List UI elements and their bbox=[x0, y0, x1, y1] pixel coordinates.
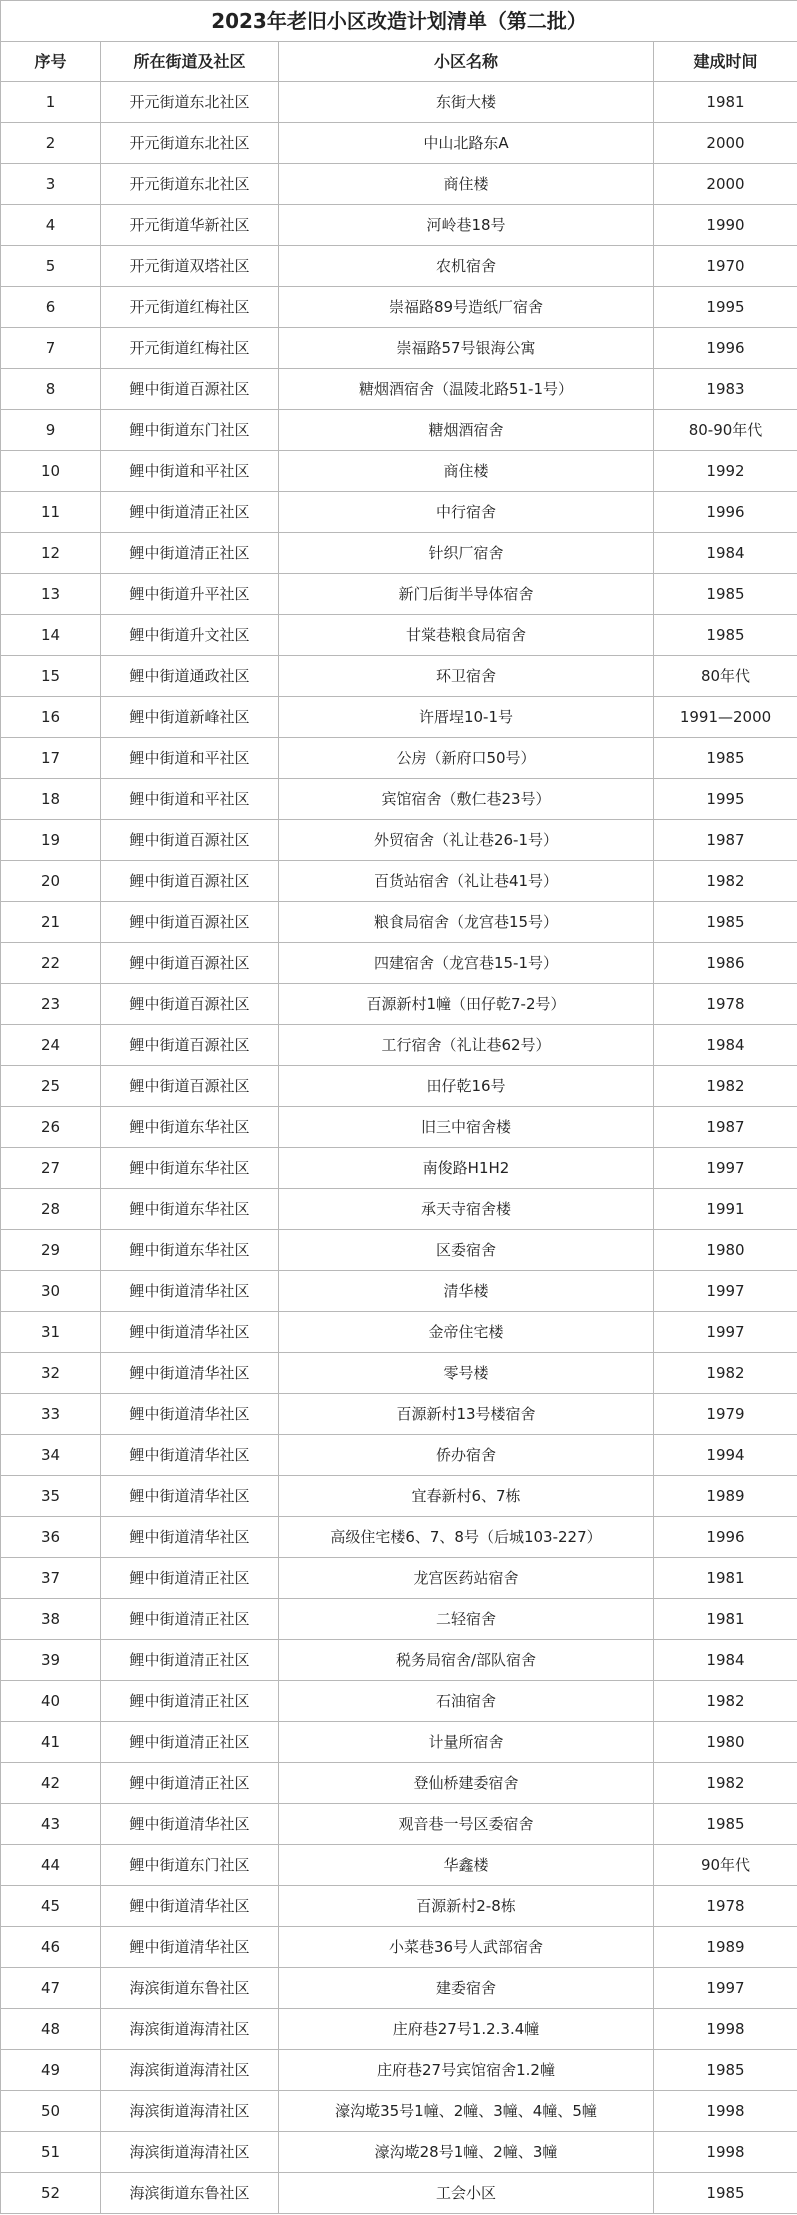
cell-built-year: 1997 bbox=[654, 1312, 797, 1353]
cell-built-year: 1981 bbox=[654, 82, 797, 123]
table-row bbox=[1, 1845, 797, 1886]
cell-index: 1 bbox=[1, 82, 101, 123]
cell-estate-name: 二轻宿舍 bbox=[279, 1599, 654, 1640]
cell-community: 鲤中街道百源社区 bbox=[101, 369, 279, 410]
cell-community: 鲤中街道东门社区 bbox=[101, 410, 279, 451]
cell-index: 50 bbox=[1, 2091, 101, 2132]
cell-built-year: 1985 bbox=[654, 2173, 797, 2214]
cell-community: 鲤中街道清正社区 bbox=[101, 492, 279, 533]
cell-index: 39 bbox=[1, 1640, 101, 1681]
table-row bbox=[1, 984, 797, 1025]
cell-community: 鲤中街道清华社区 bbox=[101, 1517, 279, 1558]
cell-estate-name: 糖烟酒宿舍（温陵北路51-1号） bbox=[279, 369, 654, 410]
cell-estate-name: 公房（新府口50号） bbox=[279, 738, 654, 779]
cell-estate-name: 东街大楼 bbox=[279, 82, 654, 123]
table-row bbox=[1, 1722, 797, 1763]
cell-built-year: 1970 bbox=[654, 246, 797, 287]
cell-estate-name: 龙宫医药站宿舍 bbox=[279, 1558, 654, 1599]
cell-community: 开元街道东北社区 bbox=[101, 123, 279, 164]
cell-index: 17 bbox=[1, 738, 101, 779]
table-row bbox=[1, 1230, 797, 1271]
cell-built-year: 1989 bbox=[654, 1476, 797, 1517]
cell-built-year: 1986 bbox=[654, 943, 797, 984]
cell-built-year: 1984 bbox=[654, 1640, 797, 1681]
header-community: 所在街道及社区 bbox=[101, 42, 279, 82]
table-row bbox=[1, 1025, 797, 1066]
cell-community: 鲤中街道清正社区 bbox=[101, 1763, 279, 1804]
table-row bbox=[1, 2009, 797, 2050]
cell-built-year: 1996 bbox=[654, 1517, 797, 1558]
cell-community: 鲤中街道通政社区 bbox=[101, 656, 279, 697]
cell-built-year: 1994 bbox=[654, 1435, 797, 1476]
cell-index: 23 bbox=[1, 984, 101, 1025]
cell-built-year: 1981 bbox=[654, 1558, 797, 1599]
cell-community: 海滨街道海清社区 bbox=[101, 2132, 279, 2173]
cell-built-year: 80-90年代 bbox=[654, 410, 797, 451]
cell-community: 鲤中街道升文社区 bbox=[101, 615, 279, 656]
cell-community: 鲤中街道东华社区 bbox=[101, 1230, 279, 1271]
cell-community: 鲤中街道和平社区 bbox=[101, 451, 279, 492]
cell-built-year: 80年代 bbox=[654, 656, 797, 697]
cell-index: 8 bbox=[1, 369, 101, 410]
header-row bbox=[1, 42, 797, 82]
table-row bbox=[1, 697, 797, 738]
table-row bbox=[1, 1517, 797, 1558]
table-row bbox=[1, 451, 797, 492]
cell-estate-name: 侨办宿舍 bbox=[279, 1435, 654, 1476]
table-row bbox=[1, 902, 797, 943]
cell-community: 鲤中街道百源社区 bbox=[101, 1066, 279, 1107]
cell-community: 鲤中街道清华社区 bbox=[101, 1886, 279, 1927]
table-row bbox=[1, 1312, 797, 1353]
cell-estate-name: 庄府巷27号宾馆宿舍1.2幢 bbox=[279, 2050, 654, 2091]
cell-index: 26 bbox=[1, 1107, 101, 1148]
table-row bbox=[1, 164, 797, 205]
table-title: 2023年老旧小区改造计划清单（第二批） bbox=[1, 1, 797, 42]
cell-estate-name: 计量所宿舍 bbox=[279, 1722, 654, 1763]
cell-index: 34 bbox=[1, 1435, 101, 1476]
cell-index: 31 bbox=[1, 1312, 101, 1353]
cell-community: 海滨街道东鲁社区 bbox=[101, 2173, 279, 2214]
cell-community: 鲤中街道清华社区 bbox=[101, 1476, 279, 1517]
cell-index: 45 bbox=[1, 1886, 101, 1927]
cell-index: 52 bbox=[1, 2173, 101, 2214]
cell-community: 鲤中街道清华社区 bbox=[101, 1435, 279, 1476]
table-row bbox=[1, 1968, 797, 2009]
cell-estate-name: 税务局宿舍/部队宿舍 bbox=[279, 1640, 654, 1681]
cell-index: 21 bbox=[1, 902, 101, 943]
cell-built-year: 1982 bbox=[654, 1066, 797, 1107]
cell-community: 鲤中街道清正社区 bbox=[101, 1681, 279, 1722]
table-row bbox=[1, 2132, 797, 2173]
cell-built-year: 1985 bbox=[654, 902, 797, 943]
cell-index: 36 bbox=[1, 1517, 101, 1558]
cell-built-year: 1984 bbox=[654, 533, 797, 574]
cell-estate-name: 环卫宿舍 bbox=[279, 656, 654, 697]
table-row bbox=[1, 1640, 797, 1681]
cell-estate-name: 登仙桥建委宿舍 bbox=[279, 1763, 654, 1804]
cell-index: 4 bbox=[1, 205, 101, 246]
cell-built-year: 90年代 bbox=[654, 1845, 797, 1886]
cell-estate-name: 石油宿舍 bbox=[279, 1681, 654, 1722]
cell-community: 鲤中街道东门社区 bbox=[101, 1845, 279, 1886]
table-row bbox=[1, 82, 797, 123]
cell-built-year: 1990 bbox=[654, 205, 797, 246]
table-row bbox=[1, 1148, 797, 1189]
table-row bbox=[1, 738, 797, 779]
cell-index: 42 bbox=[1, 1763, 101, 1804]
header-built-year: 建成时间 bbox=[654, 42, 797, 82]
cell-estate-name: 小菜巷36号人武部宿舍 bbox=[279, 1927, 654, 1968]
cell-estate-name: 中山北路东A bbox=[279, 123, 654, 164]
table-row bbox=[1, 615, 797, 656]
cell-estate-name: 商住楼 bbox=[279, 164, 654, 205]
cell-index: 51 bbox=[1, 2132, 101, 2173]
cell-estate-name: 工会小区 bbox=[279, 2173, 654, 2214]
cell-community: 鲤中街道百源社区 bbox=[101, 902, 279, 943]
cell-built-year: 1981 bbox=[654, 1599, 797, 1640]
table-row bbox=[1, 1476, 797, 1517]
cell-estate-name: 粮食局宿舍（龙宫巷15号） bbox=[279, 902, 654, 943]
table-row bbox=[1, 123, 797, 164]
cell-index: 10 bbox=[1, 451, 101, 492]
cell-built-year: 1989 bbox=[654, 1927, 797, 1968]
cell-estate-name: 高级住宅楼6、7、8号（后城103-227） bbox=[279, 1517, 654, 1558]
table-row bbox=[1, 205, 797, 246]
cell-built-year: 1995 bbox=[654, 779, 797, 820]
cell-estate-name: 糖烟酒宿舍 bbox=[279, 410, 654, 451]
cell-community: 鲤中街道百源社区 bbox=[101, 1025, 279, 1066]
cell-community: 鲤中街道清华社区 bbox=[101, 1394, 279, 1435]
cell-community: 海滨街道海清社区 bbox=[101, 2009, 279, 2050]
cell-index: 3 bbox=[1, 164, 101, 205]
table-row bbox=[1, 1599, 797, 1640]
cell-index: 46 bbox=[1, 1927, 101, 1968]
cell-community: 鲤中街道和平社区 bbox=[101, 738, 279, 779]
cell-index: 11 bbox=[1, 492, 101, 533]
cell-built-year: 1982 bbox=[654, 1681, 797, 1722]
cell-built-year: 2000 bbox=[654, 123, 797, 164]
table-row bbox=[1, 1107, 797, 1148]
table-row bbox=[1, 820, 797, 861]
cell-estate-name: 新门后街半导体宿舍 bbox=[279, 574, 654, 615]
cell-built-year: 1998 bbox=[654, 2009, 797, 2050]
table-row bbox=[1, 1927, 797, 1968]
table-row bbox=[1, 492, 797, 533]
cell-index: 6 bbox=[1, 287, 101, 328]
cell-community: 海滨街道海清社区 bbox=[101, 2091, 279, 2132]
cell-community: 鲤中街道百源社区 bbox=[101, 984, 279, 1025]
cell-index: 5 bbox=[1, 246, 101, 287]
cell-estate-name: 崇福路57号银海公寓 bbox=[279, 328, 654, 369]
cell-built-year: 1985 bbox=[654, 738, 797, 779]
cell-estate-name: 濠沟墘28号1幢、2幢、3幢 bbox=[279, 2132, 654, 2173]
cell-community: 鲤中街道百源社区 bbox=[101, 943, 279, 984]
table-row bbox=[1, 1558, 797, 1599]
cell-estate-name: 农机宿舍 bbox=[279, 246, 654, 287]
cell-built-year: 1995 bbox=[654, 287, 797, 328]
table-body bbox=[1, 82, 797, 2214]
table-row bbox=[1, 1886, 797, 1927]
header-estate-name: 小区名称 bbox=[279, 42, 654, 82]
cell-index: 29 bbox=[1, 1230, 101, 1271]
cell-estate-name: 南俊路H1H2 bbox=[279, 1148, 654, 1189]
table-row bbox=[1, 1763, 797, 1804]
cell-estate-name: 外贸宿舍（礼让巷26-1号） bbox=[279, 820, 654, 861]
cell-built-year: 1997 bbox=[654, 1271, 797, 1312]
cell-estate-name: 观音巷一号区委宿舍 bbox=[279, 1804, 654, 1845]
cell-estate-name: 清华楼 bbox=[279, 1271, 654, 1312]
cell-community: 鲤中街道百源社区 bbox=[101, 861, 279, 902]
cell-community: 开元街道红梅社区 bbox=[101, 287, 279, 328]
cell-built-year: 1992 bbox=[654, 451, 797, 492]
cell-index: 16 bbox=[1, 697, 101, 738]
table-row bbox=[1, 574, 797, 615]
cell-index: 19 bbox=[1, 820, 101, 861]
header-index: 序号 bbox=[1, 42, 101, 82]
cell-index: 44 bbox=[1, 1845, 101, 1886]
table-row bbox=[1, 328, 797, 369]
cell-index: 37 bbox=[1, 1558, 101, 1599]
table-row bbox=[1, 1271, 797, 1312]
cell-community: 鲤中街道和平社区 bbox=[101, 779, 279, 820]
cell-index: 25 bbox=[1, 1066, 101, 1107]
cell-index: 24 bbox=[1, 1025, 101, 1066]
cell-estate-name: 金帝住宅楼 bbox=[279, 1312, 654, 1353]
table-row bbox=[1, 2050, 797, 2091]
cell-built-year: 1985 bbox=[654, 1804, 797, 1845]
cell-community: 鲤中街道新峰社区 bbox=[101, 697, 279, 738]
table-row bbox=[1, 1435, 797, 1476]
table-row bbox=[1, 2173, 797, 2214]
cell-built-year: 1984 bbox=[654, 1025, 797, 1066]
cell-built-year: 1987 bbox=[654, 820, 797, 861]
cell-estate-name: 百货站宿舍（礼让巷41号） bbox=[279, 861, 654, 902]
cell-index: 41 bbox=[1, 1722, 101, 1763]
table-row bbox=[1, 779, 797, 820]
cell-community: 海滨街道东鲁社区 bbox=[101, 1968, 279, 2009]
cell-estate-name: 崇福路89号造纸厂宿舍 bbox=[279, 287, 654, 328]
cell-community: 鲤中街道清正社区 bbox=[101, 1599, 279, 1640]
cell-estate-name: 濠沟墘35号1幢、2幢、3幢、4幢、5幢 bbox=[279, 2091, 654, 2132]
cell-estate-name: 工行宿舍（礼让巷62号） bbox=[279, 1025, 654, 1066]
table-row bbox=[1, 1804, 797, 1845]
cell-index: 14 bbox=[1, 615, 101, 656]
cell-built-year: 1982 bbox=[654, 1353, 797, 1394]
cell-estate-name: 田仔乾16号 bbox=[279, 1066, 654, 1107]
table-row bbox=[1, 1353, 797, 1394]
cell-community: 鲤中街道东华社区 bbox=[101, 1189, 279, 1230]
cell-built-year: 1996 bbox=[654, 492, 797, 533]
table-row bbox=[1, 861, 797, 902]
cell-index: 47 bbox=[1, 1968, 101, 2009]
cell-estate-name: 华鑫楼 bbox=[279, 1845, 654, 1886]
cell-index: 28 bbox=[1, 1189, 101, 1230]
cell-index: 32 bbox=[1, 1353, 101, 1394]
cell-estate-name: 商住楼 bbox=[279, 451, 654, 492]
cell-community: 开元街道东北社区 bbox=[101, 82, 279, 123]
cell-index: 40 bbox=[1, 1681, 101, 1722]
table-row bbox=[1, 287, 797, 328]
cell-built-year: 1985 bbox=[654, 615, 797, 656]
table-row bbox=[1, 369, 797, 410]
table-row bbox=[1, 1394, 797, 1435]
cell-estate-name: 百源新村1幢（田仔乾7-2号） bbox=[279, 984, 654, 1025]
cell-built-year: 1996 bbox=[654, 328, 797, 369]
cell-built-year: 1982 bbox=[654, 1763, 797, 1804]
cell-estate-name: 宾馆宿舍（敷仁巷23号） bbox=[279, 779, 654, 820]
cell-estate-name: 针织厂宿舍 bbox=[279, 533, 654, 574]
cell-index: 13 bbox=[1, 574, 101, 615]
cell-index: 27 bbox=[1, 1148, 101, 1189]
cell-community: 鲤中街道清正社区 bbox=[101, 1640, 279, 1681]
table-row bbox=[1, 410, 797, 451]
table-row bbox=[1, 1681, 797, 1722]
cell-estate-name: 区委宿舍 bbox=[279, 1230, 654, 1271]
cell-estate-name: 百源新村13号楼宿舍 bbox=[279, 1394, 654, 1435]
cell-community: 鲤中街道清华社区 bbox=[101, 1804, 279, 1845]
cell-index: 35 bbox=[1, 1476, 101, 1517]
table-row bbox=[1, 2091, 797, 2132]
cell-index: 43 bbox=[1, 1804, 101, 1845]
cell-community: 鲤中街道清华社区 bbox=[101, 1271, 279, 1312]
cell-estate-name: 旧三中宿舍楼 bbox=[279, 1107, 654, 1148]
cell-index: 49 bbox=[1, 2050, 101, 2091]
table-row bbox=[1, 533, 797, 574]
cell-community: 鲤中街道清正社区 bbox=[101, 1558, 279, 1599]
cell-estate-name: 中行宿舍 bbox=[279, 492, 654, 533]
cell-community: 鲤中街道清正社区 bbox=[101, 533, 279, 574]
cell-index: 33 bbox=[1, 1394, 101, 1435]
cell-estate-name: 零号楼 bbox=[279, 1353, 654, 1394]
cell-built-year: 1998 bbox=[654, 2132, 797, 2173]
cell-community: 鲤中街道清正社区 bbox=[101, 1722, 279, 1763]
cell-community: 鲤中街道东华社区 bbox=[101, 1107, 279, 1148]
cell-community: 鲤中街道升平社区 bbox=[101, 574, 279, 615]
cell-index: 2 bbox=[1, 123, 101, 164]
cell-index: 30 bbox=[1, 1271, 101, 1312]
cell-community: 鲤中街道清华社区 bbox=[101, 1927, 279, 1968]
cell-index: 20 bbox=[1, 861, 101, 902]
title-row bbox=[1, 1, 797, 42]
cell-built-year: 1978 bbox=[654, 1886, 797, 1927]
cell-built-year: 1985 bbox=[654, 2050, 797, 2091]
cell-built-year: 1998 bbox=[654, 2091, 797, 2132]
cell-index: 15 bbox=[1, 656, 101, 697]
cell-community: 鲤中街道百源社区 bbox=[101, 820, 279, 861]
cell-index: 38 bbox=[1, 1599, 101, 1640]
cell-estate-name: 甘棠巷粮食局宿舍 bbox=[279, 615, 654, 656]
table-row bbox=[1, 246, 797, 287]
cell-index: 22 bbox=[1, 943, 101, 984]
cell-built-year: 1978 bbox=[654, 984, 797, 1025]
cell-estate-name: 四建宿舍（龙宫巷15-1号） bbox=[279, 943, 654, 984]
table-row bbox=[1, 1189, 797, 1230]
cell-built-year: 1980 bbox=[654, 1722, 797, 1763]
cell-estate-name: 许厝埕10-1号 bbox=[279, 697, 654, 738]
cell-community: 开元街道红梅社区 bbox=[101, 328, 279, 369]
cell-community: 开元街道双塔社区 bbox=[101, 246, 279, 287]
cell-built-year: 1991—2000 bbox=[654, 697, 797, 738]
cell-estate-name: 百源新村2-8栋 bbox=[279, 1886, 654, 1927]
cell-built-year: 1979 bbox=[654, 1394, 797, 1435]
cell-community: 鲤中街道清华社区 bbox=[101, 1353, 279, 1394]
cell-built-year: 1982 bbox=[654, 861, 797, 902]
cell-estate-name: 河岭巷18号 bbox=[279, 205, 654, 246]
cell-estate-name: 宜春新村6、7栋 bbox=[279, 1476, 654, 1517]
cell-estate-name: 建委宿舍 bbox=[279, 1968, 654, 2009]
cell-index: 9 bbox=[1, 410, 101, 451]
cell-index: 48 bbox=[1, 2009, 101, 2050]
cell-built-year: 1985 bbox=[654, 574, 797, 615]
cell-community: 开元街道华新社区 bbox=[101, 205, 279, 246]
cell-community: 鲤中街道清华社区 bbox=[101, 1312, 279, 1353]
cell-community: 开元街道东北社区 bbox=[101, 164, 279, 205]
cell-estate-name: 庄府巷27号1.2.3.4幢 bbox=[279, 2009, 654, 2050]
cell-built-year: 1987 bbox=[654, 1107, 797, 1148]
cell-built-year: 1980 bbox=[654, 1230, 797, 1271]
cell-built-year: 1997 bbox=[654, 1968, 797, 2009]
cell-built-year: 1991 bbox=[654, 1189, 797, 1230]
cell-built-year: 2000 bbox=[654, 164, 797, 205]
cell-index: 18 bbox=[1, 779, 101, 820]
cell-estate-name: 承天寺宿舍楼 bbox=[279, 1189, 654, 1230]
cell-index: 7 bbox=[1, 328, 101, 369]
table-row bbox=[1, 656, 797, 697]
cell-built-year: 1997 bbox=[654, 1148, 797, 1189]
table-row bbox=[1, 1066, 797, 1107]
cell-index: 12 bbox=[1, 533, 101, 574]
cell-built-year: 1983 bbox=[654, 369, 797, 410]
table-row bbox=[1, 943, 797, 984]
cell-community: 鲤中街道东华社区 bbox=[101, 1148, 279, 1189]
cell-community: 海滨街道海清社区 bbox=[101, 2050, 279, 2091]
